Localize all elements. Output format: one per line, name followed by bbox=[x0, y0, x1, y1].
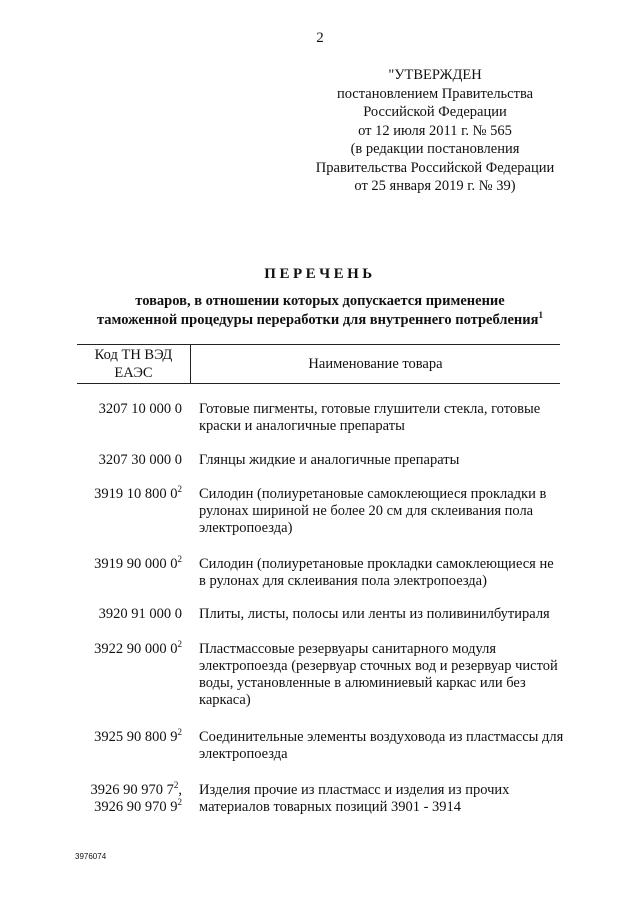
row-code: 3920 91 000 0 bbox=[98, 606, 182, 622]
row-name: Готовые пигменты, готовые глушители стекла, готовые краски и аналогичные препараты bbox=[199, 401, 541, 434]
row-name: Силодин (полиуретановые самоклеющиеся прокладки в рулонах шириной не более 20 см для склеивания пола электропоезда) bbox=[199, 486, 547, 536]
row-name: Соединительные элементы воздуховода из пластмассы для электропоезда bbox=[199, 729, 564, 762]
row-note: 2 bbox=[173, 780, 179, 791]
row-note: 2 bbox=[177, 797, 182, 808]
document-subtitle bbox=[0, 292, 640, 330]
column-header-code: Код ТН ВЭД ЕАЭС bbox=[94, 347, 173, 381]
subtitle-line: товаров, в отношении которых допускается применение bbox=[135, 293, 505, 309]
row-name: Силодин (полиуретановые прокладки самоклеющиеся не в рулонах для склеивания пола электропоезда) bbox=[199, 556, 554, 589]
table-top-rule bbox=[77, 344, 560, 345]
column-header-name: Наименование товара bbox=[308, 356, 443, 372]
approval-line: Российской Федерации bbox=[363, 104, 507, 120]
row-code: 3919 10 800 $0^2$ bbox=[94, 484, 182, 502]
row-code: 3207 10 000 0 bbox=[98, 401, 182, 417]
subtitle-text: таможенной процедуры переработки для внутреннего потребления bbox=[96, 312, 539, 328]
approval-line: "УТВЕРЖДЕН bbox=[388, 67, 482, 83]
row-note: 2 bbox=[177, 554, 182, 565]
row-name: Глянцы жидкие и аналогичные препараты bbox=[199, 452, 460, 468]
row-code: 3926 90 970 $7^2$, 3926 90 970 $9^2$ bbox=[90, 780, 182, 815]
approval-line: (в редакции постановления bbox=[350, 141, 520, 157]
approval-line: от 12 июля 2011 г. № 565 bbox=[358, 122, 512, 139]
row-code: 3207 30 000 0 bbox=[98, 452, 182, 468]
row-name: Плиты, листы, полосы или ленты из поливинилбутираля bbox=[199, 606, 550, 622]
approval-line: постановлением Правительства bbox=[336, 85, 534, 102]
row-name: Изделия прочие из пластмасс и изделия из прочих материалов товарных позиций 3901 - 3914 bbox=[199, 782, 510, 815]
row-code: 3919 90 000 $0^2$ bbox=[94, 554, 182, 572]
row-note: 2 bbox=[177, 727, 182, 738]
subtitle-line bbox=[0, 311, 640, 330]
row-note: 2 bbox=[177, 484, 182, 495]
row-code: 3925 90 800 $9^2$ bbox=[94, 727, 182, 745]
row-code: 3922 90 000 $0^2$ bbox=[94, 639, 182, 657]
row-name: Пластмассовые резервуары санитарного модуля электропоезда (резервуар сточных вод и резервуар чистой воды, установленные в алюминиевый каркас или без каркаса) bbox=[199, 641, 558, 708]
page-number: 2 bbox=[316, 30, 324, 46]
approval-line: Правительства Российской Федерации bbox=[315, 159, 555, 176]
row-note: 2 bbox=[177, 639, 182, 650]
approval-line: от 25 января 2019 г. № 39) bbox=[354, 178, 516, 194]
table-header-rule bbox=[77, 383, 560, 384]
footnote-marker: 1 bbox=[538, 310, 543, 321]
document-id: 3976074 bbox=[75, 852, 107, 861]
document-title: ПЕРЕЧЕНЬ bbox=[264, 266, 376, 282]
approval-stamp bbox=[300, 66, 570, 196]
